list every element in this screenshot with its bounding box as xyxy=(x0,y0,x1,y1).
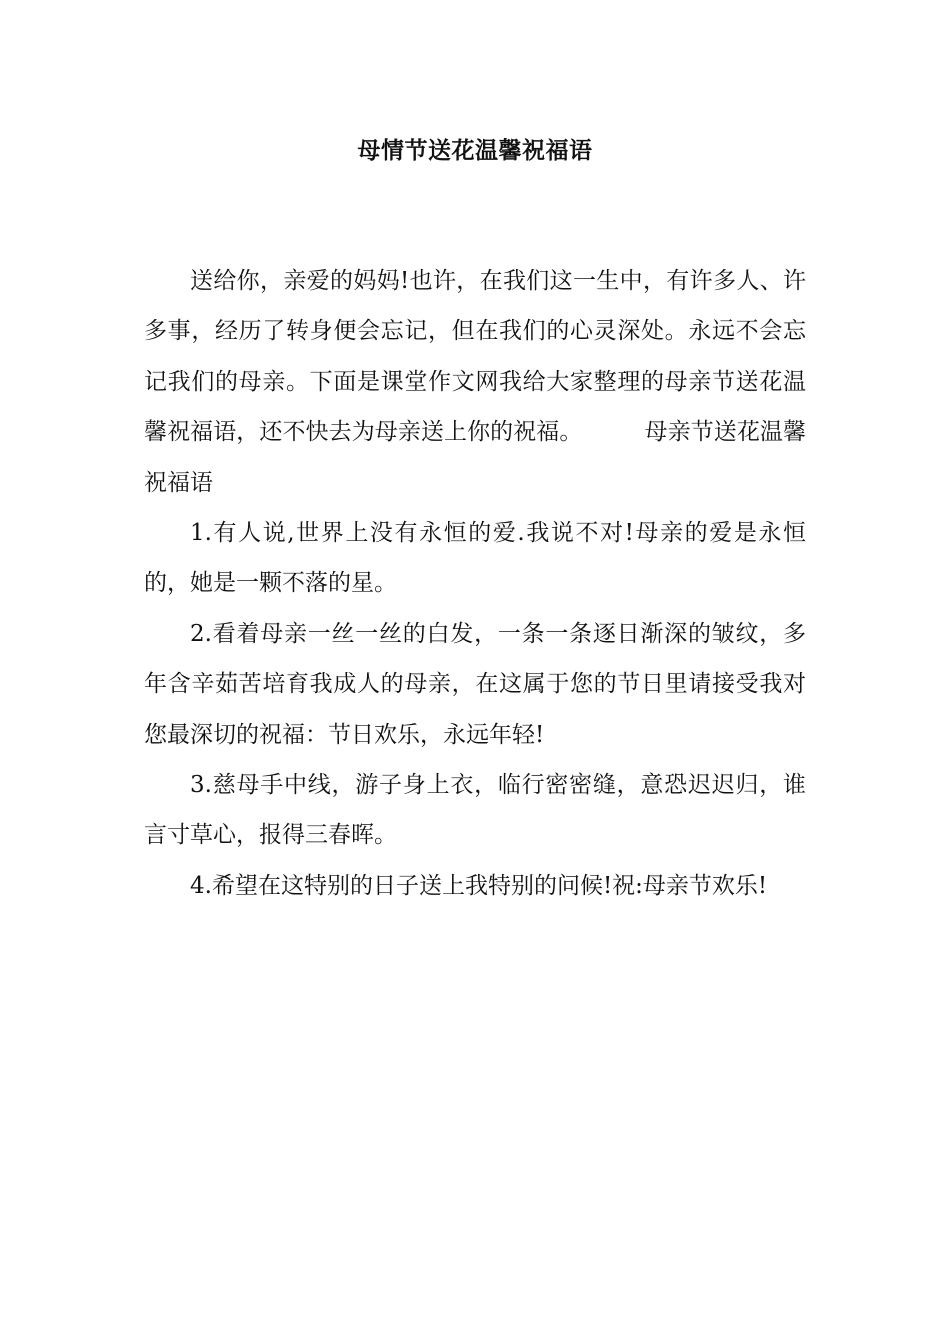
list-item: 3.慈母手中线，游子身上衣，临行密密缝，意恐迟迟归，谁言寸草心，报得三春晖。 xyxy=(144,772,806,849)
list-item: 2.看着母亲一丝一丝的白发，一条一条逐日渐深的皱纹，多年含辛茹苦培育我成人的母亲，在这属于您的节日里请接受我对您最深切的祝福：节日欢乐，永远年轻! xyxy=(144,620,806,748)
list-item: 1.有人说,世界上没有永恒的爱.我说不对!母亲的爱是永恒的，她是一颗不落的星。 xyxy=(144,520,806,597)
subheading-text: 母亲节送花温馨祝福语 xyxy=(144,419,807,496)
intro-paragraph xyxy=(144,256,806,508)
document-body xyxy=(144,256,806,911)
list-item: 4.希望在这特别的日子送上我特别的问候!祝:母亲节欢乐! xyxy=(190,872,768,899)
intro-text: 送给你，亲爱的妈妈!也许，在我们这一生中，有许多人、许多事，经历了转身便会忘记，但在我们的心灵深处。永远不会忘记我们的母亲。下面是课堂作文网我给大家整理的母亲节送花温馨祝福语，还不快去为母亲送上你的祝福。 xyxy=(144,268,806,446)
document-title: 母情节送花温馨祝福语 xyxy=(357,137,593,164)
